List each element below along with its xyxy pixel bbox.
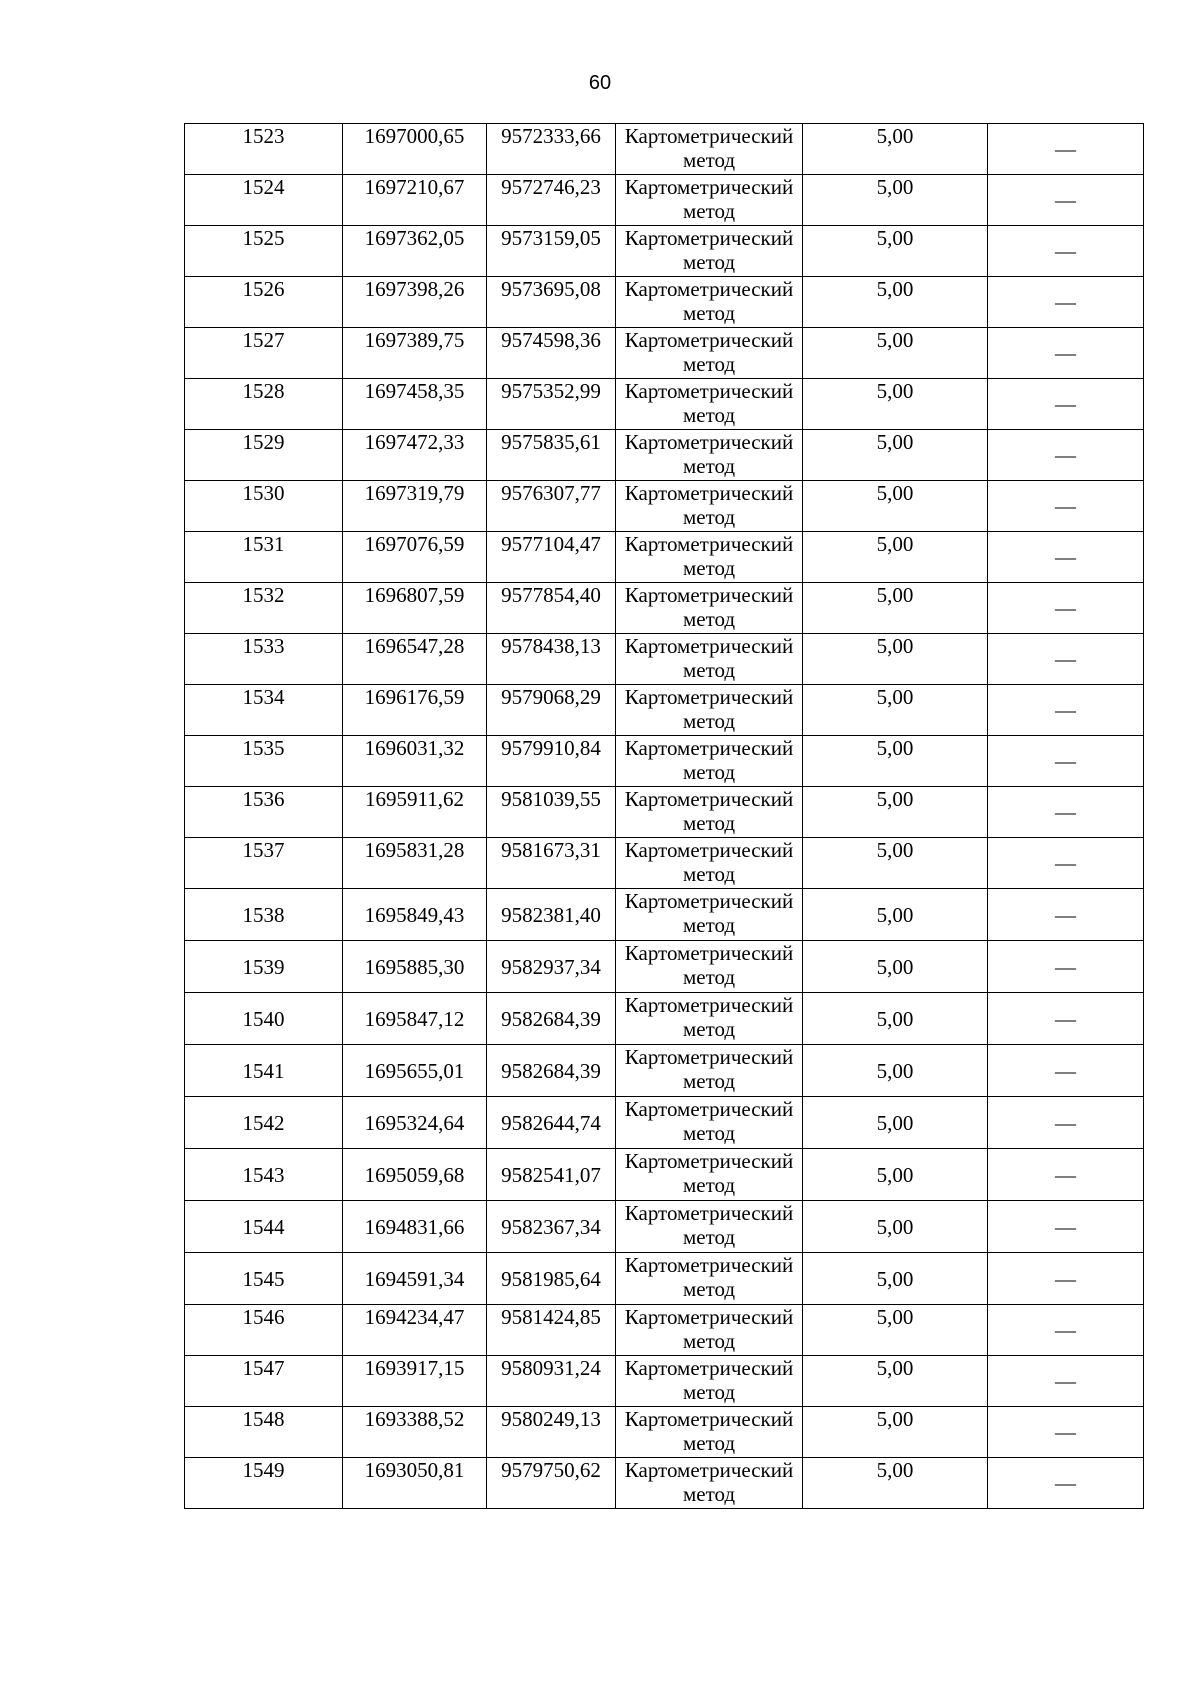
method-cell: Картометрический метод — [616, 1458, 803, 1509]
note-cell: — — [988, 1253, 1144, 1305]
method-cell: Картометрический метод — [616, 685, 803, 736]
accuracy-cell: 5,00 — [803, 583, 988, 634]
table-row — [185, 1201, 1144, 1253]
point-number-cell: 1537 — [185, 838, 343, 889]
accuracy-cell: 5,00 — [803, 889, 988, 941]
x-coordinate-cell: 1696807,59 — [343, 583, 487, 634]
point-number-cell: 1533 — [185, 634, 343, 685]
table-row — [185, 941, 1144, 993]
y-coordinate-cell: 9573695,08 — [487, 277, 616, 328]
table-row — [185, 736, 1144, 787]
note-cell: — — [988, 736, 1144, 787]
accuracy-cell: 5,00 — [803, 787, 988, 838]
note-cell: — — [988, 532, 1144, 583]
method-cell: Картометрический метод — [616, 1097, 803, 1149]
y-coordinate-cell: 9577854,40 — [487, 583, 616, 634]
accuracy-cell: 5,00 — [803, 124, 988, 175]
point-number-cell: 1529 — [185, 430, 343, 481]
table-row — [185, 1407, 1144, 1458]
x-coordinate-cell: 1695847,12 — [343, 993, 487, 1045]
table-row — [185, 1045, 1144, 1097]
y-coordinate-cell: 9573159,05 — [487, 226, 616, 277]
accuracy-cell: 5,00 — [803, 379, 988, 430]
method-cell: Картометрический метод — [616, 430, 803, 481]
y-coordinate-cell: 9572333,66 — [487, 124, 616, 175]
accuracy-cell: 5,00 — [803, 226, 988, 277]
point-number-cell: 1545 — [185, 1253, 343, 1305]
note-cell: — — [988, 838, 1144, 889]
method-cell: Картометрический метод — [616, 1305, 803, 1356]
y-coordinate-cell: 9582684,39 — [487, 993, 616, 1045]
note-cell: — — [988, 634, 1144, 685]
x-coordinate-cell: 1695059,68 — [343, 1149, 487, 1201]
note-cell: — — [988, 1097, 1144, 1149]
table-row — [185, 583, 1144, 634]
point-number-cell: 1525 — [185, 226, 343, 277]
table-row — [185, 685, 1144, 736]
accuracy-cell: 5,00 — [803, 1045, 988, 1097]
x-coordinate-cell: 1695831,28 — [343, 838, 487, 889]
x-coordinate-cell: 1696547,28 — [343, 634, 487, 685]
method-cell: Картометрический метод — [616, 1407, 803, 1458]
accuracy-cell: 5,00 — [803, 175, 988, 226]
y-coordinate-cell: 9579910,84 — [487, 736, 616, 787]
accuracy-cell: 5,00 — [803, 277, 988, 328]
method-cell: Картометрический метод — [616, 175, 803, 226]
accuracy-cell: 5,00 — [803, 838, 988, 889]
note-cell: — — [988, 1458, 1144, 1509]
point-number-cell: 1538 — [185, 889, 343, 941]
table-row — [185, 1149, 1144, 1201]
accuracy-cell: 5,00 — [803, 941, 988, 993]
y-coordinate-cell: 9582367,34 — [487, 1201, 616, 1253]
x-coordinate-cell: 1694234,47 — [343, 1305, 487, 1356]
method-cell: Картометрический метод — [616, 481, 803, 532]
note-cell: — — [988, 583, 1144, 634]
coordinates-table — [184, 123, 1144, 1509]
point-number-cell: 1549 — [185, 1458, 343, 1509]
point-number-cell: 1546 — [185, 1305, 343, 1356]
x-coordinate-cell: 1693050,81 — [343, 1458, 487, 1509]
point-number-cell: 1548 — [185, 1407, 343, 1458]
method-cell: Картометрический метод — [616, 736, 803, 787]
table-row — [185, 1356, 1144, 1407]
method-cell: Картометрический метод — [616, 226, 803, 277]
x-coordinate-cell: 1696176,59 — [343, 685, 487, 736]
point-number-cell: 1534 — [185, 685, 343, 736]
accuracy-cell: 5,00 — [803, 430, 988, 481]
y-coordinate-cell: 9577104,47 — [487, 532, 616, 583]
note-cell: — — [988, 277, 1144, 328]
note-cell: — — [988, 175, 1144, 226]
x-coordinate-cell: 1694831,66 — [343, 1201, 487, 1253]
note-cell: — — [988, 328, 1144, 379]
accuracy-cell: 5,00 — [803, 685, 988, 736]
note-cell: — — [988, 430, 1144, 481]
point-number-cell: 1541 — [185, 1045, 343, 1097]
x-coordinate-cell: 1697472,33 — [343, 430, 487, 481]
accuracy-cell: 5,00 — [803, 634, 988, 685]
table-row — [185, 889, 1144, 941]
method-cell: Картометрический метод — [616, 787, 803, 838]
x-coordinate-cell: 1697398,26 — [343, 277, 487, 328]
method-cell: Картометрический метод — [616, 993, 803, 1045]
table-row — [185, 277, 1144, 328]
y-coordinate-cell: 9580249,13 — [487, 1407, 616, 1458]
table-row — [185, 124, 1144, 175]
accuracy-cell: 5,00 — [803, 1356, 988, 1407]
accuracy-cell: 5,00 — [803, 1097, 988, 1149]
accuracy-cell: 5,00 — [803, 1201, 988, 1253]
note-cell: — — [988, 1305, 1144, 1356]
note-cell: — — [988, 1407, 1144, 1458]
y-coordinate-cell: 9572746,23 — [487, 175, 616, 226]
point-number-cell: 1527 — [185, 328, 343, 379]
y-coordinate-cell: 9581039,55 — [487, 787, 616, 838]
method-cell: Картометрический метод — [616, 1201, 803, 1253]
table-row — [185, 787, 1144, 838]
x-coordinate-cell: 1695655,01 — [343, 1045, 487, 1097]
note-cell: — — [988, 1149, 1144, 1201]
note-cell: — — [988, 1045, 1144, 1097]
point-number-cell: 1530 — [185, 481, 343, 532]
y-coordinate-cell: 9582541,07 — [487, 1149, 616, 1201]
table-row — [185, 838, 1144, 889]
y-coordinate-cell: 9575352,99 — [487, 379, 616, 430]
y-coordinate-cell: 9581673,31 — [487, 838, 616, 889]
x-coordinate-cell: 1694591,34 — [343, 1253, 487, 1305]
accuracy-cell: 5,00 — [803, 1458, 988, 1509]
point-number-cell: 1535 — [185, 736, 343, 787]
table-row — [185, 226, 1144, 277]
method-cell: Картометрический метод — [616, 379, 803, 430]
method-cell: Картометрический метод — [616, 532, 803, 583]
y-coordinate-cell: 9582381,40 — [487, 889, 616, 941]
x-coordinate-cell: 1697319,79 — [343, 481, 487, 532]
accuracy-cell: 5,00 — [803, 1253, 988, 1305]
note-cell: — — [988, 481, 1144, 532]
accuracy-cell: 5,00 — [803, 328, 988, 379]
method-cell: Картометрический метод — [616, 583, 803, 634]
x-coordinate-cell: 1693917,15 — [343, 1356, 487, 1407]
accuracy-cell: 5,00 — [803, 481, 988, 532]
note-cell: — — [988, 889, 1144, 941]
table-row — [185, 532, 1144, 583]
x-coordinate-cell: 1697389,75 — [343, 328, 487, 379]
y-coordinate-cell: 9575835,61 — [487, 430, 616, 481]
table-row — [185, 1458, 1144, 1509]
note-cell: — — [988, 124, 1144, 175]
accuracy-cell: 5,00 — [803, 1407, 988, 1458]
table-row — [185, 379, 1144, 430]
note-cell: — — [988, 1356, 1144, 1407]
page-number: 60 — [588, 72, 612, 94]
y-coordinate-cell: 9582684,39 — [487, 1045, 616, 1097]
method-cell: Картометрический метод — [616, 277, 803, 328]
x-coordinate-cell: 1695911,62 — [343, 787, 487, 838]
accuracy-cell: 5,00 — [803, 736, 988, 787]
x-coordinate-cell: 1697362,05 — [343, 226, 487, 277]
note-cell: — — [988, 787, 1144, 838]
table-row — [185, 175, 1144, 226]
accuracy-cell: 5,00 — [803, 1305, 988, 1356]
method-cell: Картометрический метод — [616, 941, 803, 993]
y-coordinate-cell: 9580931,24 — [487, 1356, 616, 1407]
coordinates-table-body — [185, 124, 1144, 1509]
note-cell: — — [988, 379, 1144, 430]
y-coordinate-cell: 9579068,29 — [487, 685, 616, 736]
x-coordinate-cell: 1695885,30 — [343, 941, 487, 993]
method-cell: Картометрический метод — [616, 1356, 803, 1407]
table-row — [185, 1253, 1144, 1305]
point-number-cell: 1543 — [185, 1149, 343, 1201]
y-coordinate-cell: 9582937,34 — [487, 941, 616, 993]
point-number-cell: 1544 — [185, 1201, 343, 1253]
point-number-cell: 1532 — [185, 583, 343, 634]
table-row — [185, 328, 1144, 379]
accuracy-cell: 5,00 — [803, 1149, 988, 1201]
point-number-cell: 1531 — [185, 532, 343, 583]
accuracy-cell: 5,00 — [803, 532, 988, 583]
y-coordinate-cell: 9579750,62 — [487, 1458, 616, 1509]
point-number-cell: 1536 — [185, 787, 343, 838]
table-row — [185, 430, 1144, 481]
method-cell: Картометрический метод — [616, 634, 803, 685]
note-cell: — — [988, 226, 1144, 277]
table-row — [185, 993, 1144, 1045]
note-cell: — — [988, 1201, 1144, 1253]
x-coordinate-cell: 1697458,35 — [343, 379, 487, 430]
method-cell: Картометрический метод — [616, 838, 803, 889]
table-row — [185, 1305, 1144, 1356]
method-cell: Картометрический метод — [616, 328, 803, 379]
method-cell: Картометрический метод — [616, 1045, 803, 1097]
point-number-cell: 1540 — [185, 993, 343, 1045]
x-coordinate-cell: 1697210,67 — [343, 175, 487, 226]
table-row — [185, 481, 1144, 532]
y-coordinate-cell: 9581985,64 — [487, 1253, 616, 1305]
point-number-cell: 1524 — [185, 175, 343, 226]
y-coordinate-cell: 9578438,13 — [487, 634, 616, 685]
y-coordinate-cell: 9582644,74 — [487, 1097, 616, 1149]
point-number-cell: 1528 — [185, 379, 343, 430]
x-coordinate-cell: 1693388,52 — [343, 1407, 487, 1458]
point-number-cell: 1542 — [185, 1097, 343, 1149]
method-cell: Картометрический метод — [616, 889, 803, 941]
note-cell: — — [988, 685, 1144, 736]
method-cell: Картометрический метод — [616, 1149, 803, 1201]
note-cell: — — [988, 941, 1144, 993]
y-coordinate-cell: 9574598,36 — [487, 328, 616, 379]
table-row — [185, 1097, 1144, 1149]
method-cell: Картометрический метод — [616, 124, 803, 175]
x-coordinate-cell: 1697000,65 — [343, 124, 487, 175]
point-number-cell: 1523 — [185, 124, 343, 175]
point-number-cell: 1547 — [185, 1356, 343, 1407]
y-coordinate-cell: 9576307,77 — [487, 481, 616, 532]
y-coordinate-cell: 9581424,85 — [487, 1305, 616, 1356]
x-coordinate-cell: 1695849,43 — [343, 889, 487, 941]
x-coordinate-cell: 1697076,59 — [343, 532, 487, 583]
x-coordinate-cell: 1695324,64 — [343, 1097, 487, 1149]
accuracy-cell: 5,00 — [803, 993, 988, 1045]
method-cell: Картометрический метод — [616, 1253, 803, 1305]
point-number-cell: 1526 — [185, 277, 343, 328]
point-number-cell: 1539 — [185, 941, 343, 993]
note-cell: — — [988, 993, 1144, 1045]
table-row — [185, 634, 1144, 685]
x-coordinate-cell: 1696031,32 — [343, 736, 487, 787]
